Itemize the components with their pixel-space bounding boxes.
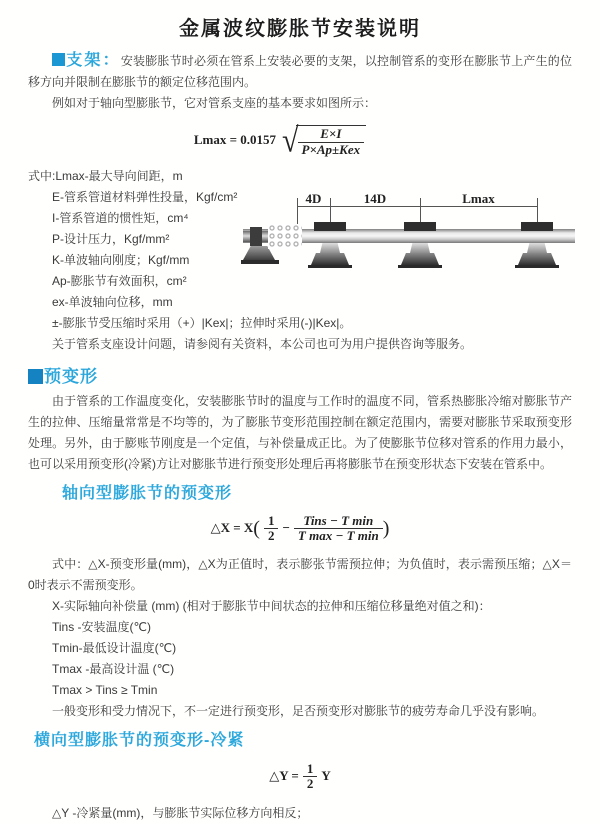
definition-line: X-实际轴向补偿量 (mm) (相对于膨胀节中间状态的拉伸和压缩位移量绝对值之和)： xyxy=(52,598,491,613)
half-fraction: $\frac{1}{2}$ xyxy=(303,762,318,792)
radicand-denominator: P×Ap±Kex xyxy=(301,141,361,157)
bellows-icon xyxy=(268,224,302,249)
definition-line: E-管系管道材料弹性投量，Kgf/cm² xyxy=(52,190,238,204)
dimension-label-14d: 14D xyxy=(363,191,387,206)
definition-line: Tmax > Tins ≥ Tmin xyxy=(52,682,158,697)
definition-line: K-单波轴向刚度；Kgf/mm xyxy=(52,253,190,267)
pipe-guide-support xyxy=(398,192,442,270)
pipe-guide-support xyxy=(515,192,559,270)
dimension-label-4d: 4D xyxy=(305,191,322,206)
definition-line: Ap-膨胀节有效面积，cm² xyxy=(52,274,187,288)
section-square-icon xyxy=(52,53,65,66)
axial-subsection-heading: 轴向型膨胀节的预变形 xyxy=(62,485,233,502)
section-square-icon xyxy=(28,369,43,384)
dimension-label-lmax: Lmax xyxy=(462,191,495,206)
axial-definitions xyxy=(28,596,572,701)
support-intro-paragraph xyxy=(28,50,572,93)
lateral-subsection-heading: 横向型膨胀节的预变形-冷紧 xyxy=(34,731,245,749)
close-paren: ) xyxy=(382,517,390,540)
radicand-numerator: E×I xyxy=(298,127,365,142)
predeform-paragraph: 由于管系的工作温度变化，安装膨胀节时的温度与工作时的温度不同，管系热膨胀冷缩对膨胀节产生的拉伸、压缩量常常是不均等的，为了膨胀节变形范围控制在额定范围内，需要对膨胀节采取预变形处理。另外，由于膨账节刚度是一个定值，与补偿量成正比。为了使膨胀节位移对管系的作用力最小，也可以采用预变形(冷紧)方让对膨胀节进行预变形处理后再将膨胀节在预变形状态下安装在管系中。 xyxy=(28,394,572,471)
pipe-support-diagram xyxy=(243,192,583,292)
axial-formula-explanation: 式中：△X-预变形量(mm)，△X为正值时，表示膨张节需预拉伸；为负值时，表示需预压缩；△X＝0时表示不需预变形。 xyxy=(28,556,572,592)
temperature-fraction: $\frac{\text{Tins − T min}}{\text{T max − T min}}$ xyxy=(294,514,383,544)
definition-line: I-管系管道的惯性矩，cm⁴ xyxy=(52,211,189,225)
definition-line: ex-单波轴向位移，mm xyxy=(52,295,173,309)
formula-rhs: Y xyxy=(321,767,331,783)
minus-sign: − xyxy=(282,519,290,535)
definition-line: P-设计压力，Kgf/mm² xyxy=(52,232,170,246)
axial-predeform-formula xyxy=(28,514,572,544)
definition-line: 式中:Lmax-最大导向间距，m xyxy=(28,169,183,183)
sqrt-radical xyxy=(282,121,366,160)
definition-line: Tins -安装温度(℃) xyxy=(52,619,152,634)
support-note: 关于管系支座设计问题，请参阅有关资料，本公司也可为用户提供咨询等服务。 xyxy=(52,337,473,351)
predeform-section-heading: 预变形 xyxy=(28,365,572,389)
anchor-support xyxy=(250,227,262,246)
support-intro-text: 安装膨胀节时必须在管系上安装必要的支架，以控制管系的变形在膨胀节上产生的位移方向并限制在膨胀节的额定位移范围内。 xyxy=(28,54,572,89)
formula-lhs: △Y = xyxy=(269,767,299,783)
half-fraction: $\frac{1}{2}$ xyxy=(264,514,279,544)
sqrt-icon: √ xyxy=(282,121,299,160)
lateral-formula-explanation: △Y -冷紧量(mm)，与膨胀节实际位移方向相反； xyxy=(52,806,309,821)
formula-lhs: △X = X xyxy=(210,519,254,535)
axial-closing-note: 一般变形和受力情况下，不一定进行预变形，足否预变形对膨胀节的疲劳寿命几乎没有影响。 xyxy=(52,703,545,718)
guide-spacing-formula xyxy=(28,121,532,160)
definition-line: ±-膨胀节受压缩时采用（+）|Kex|；拉伸时采用(-)|Kex|。 xyxy=(52,316,352,330)
page-title: 金属波纹膨胀节安装说明 xyxy=(179,18,421,40)
anchor-support xyxy=(241,260,279,264)
definition-line: Tmax -最高设计温 (℃) xyxy=(52,661,175,676)
lateral-coldspring-formula xyxy=(28,762,572,792)
support-section-heading: 支架： xyxy=(66,52,121,69)
definition-line: Tmin-最低设计温度(℃) xyxy=(52,640,177,655)
open-paren: ( xyxy=(253,517,260,540)
formula-lhs: Lmax = 0.0157 xyxy=(193,131,277,147)
pipe-guide-support xyxy=(308,192,352,270)
support-example-line: 例如对于轴向型膨胀节，它对管系支座的基本要求如图所示： xyxy=(52,96,377,110)
